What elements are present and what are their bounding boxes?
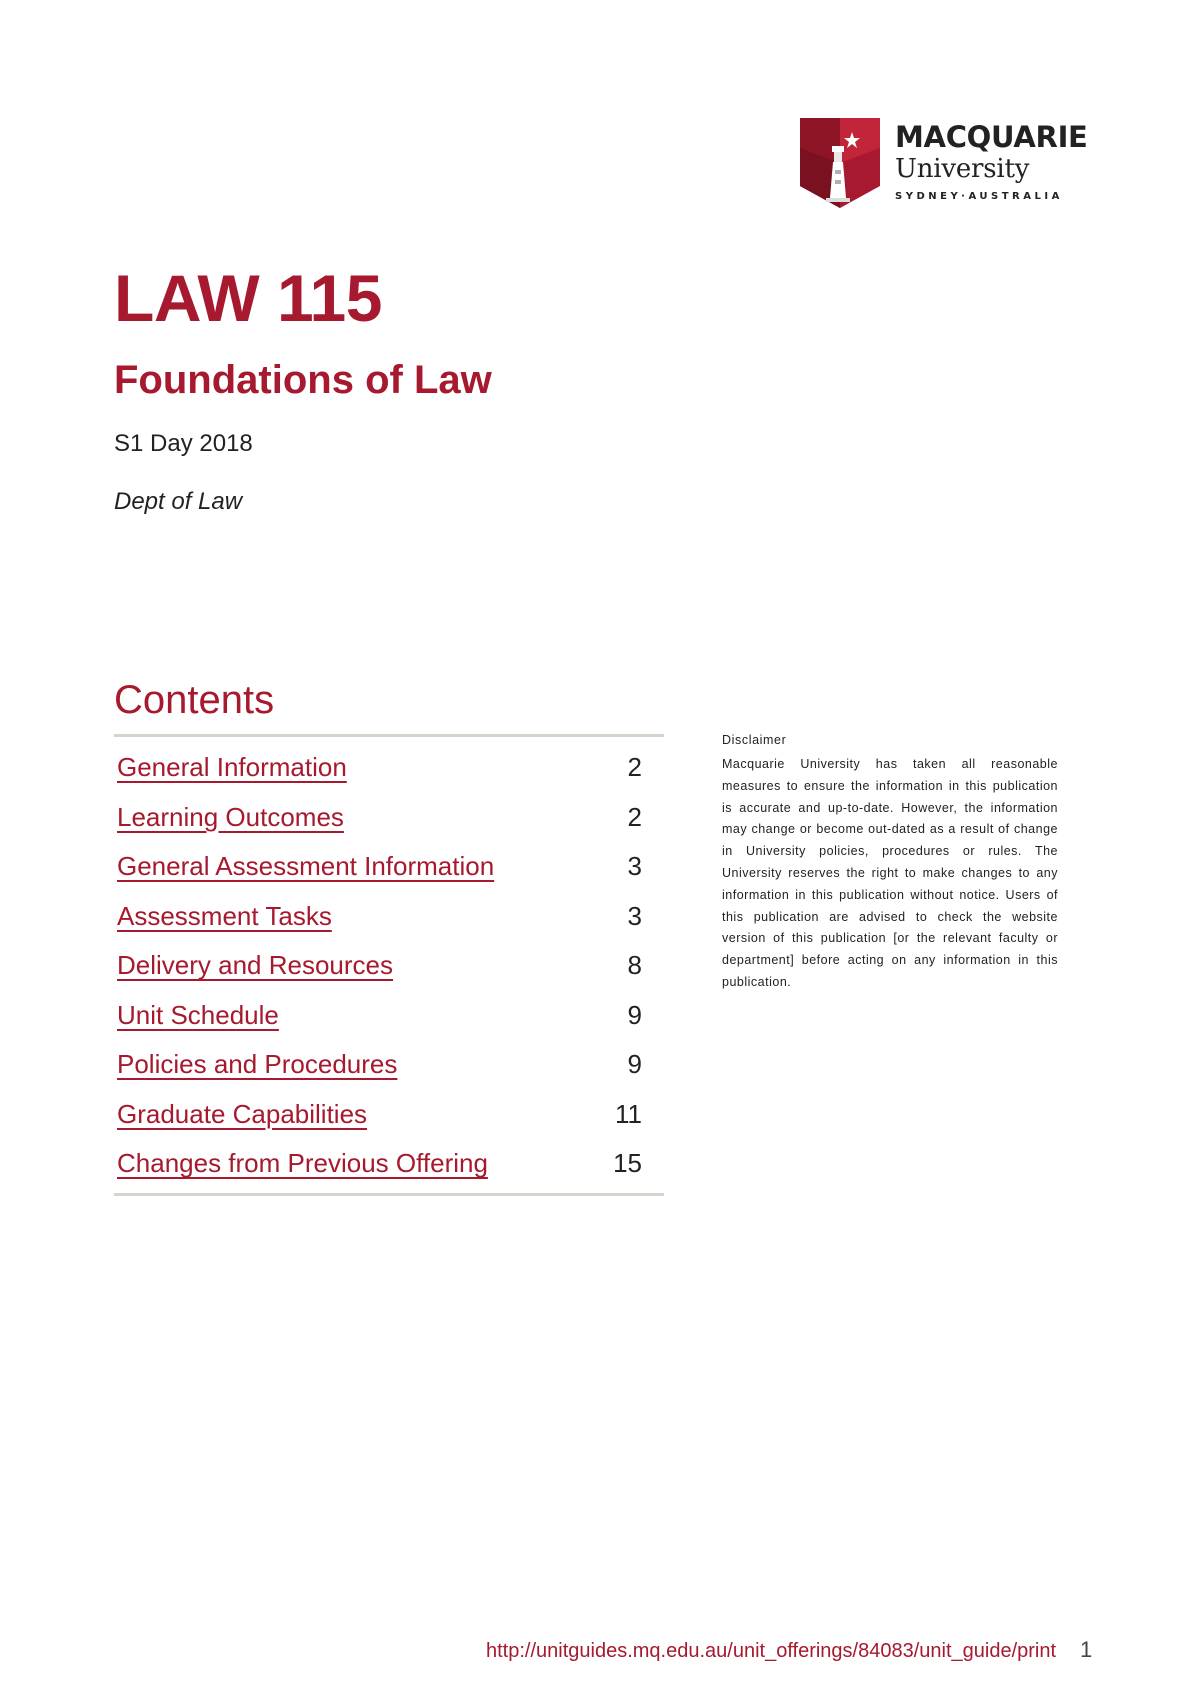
toc-page-number: 3: [627, 900, 642, 931]
toc-row: [114, 941, 664, 991]
contents-heading: Contents: [114, 678, 275, 722]
department: Dept of Law: [114, 488, 243, 515]
lighthouse-shield-icon: [800, 118, 880, 208]
toc-link-changes-from-previous-offering[interactable]: Changes from Previous Offering: [117, 1148, 488, 1179]
toc-link-general-assessment-information[interactable]: General Assessment Information: [117, 851, 495, 882]
toc-link-delivery-and-resources[interactable]: Delivery and Resources: [117, 950, 394, 981]
logo-line-2: University: [895, 154, 1030, 184]
toc-row: [114, 1090, 664, 1140]
unit-name: Foundations of Law: [114, 358, 492, 402]
toc-row: [114, 892, 664, 942]
logo-line-3: SYDNEY·AUSTRALIA: [895, 191, 1063, 202]
toc-row: [114, 1139, 664, 1189]
toc-page-number: 3: [627, 851, 642, 882]
toc-link-policies-and-procedures[interactable]: Policies and Procedures: [117, 1049, 398, 1080]
toc-row: [114, 842, 664, 892]
unit-code: LAW 115: [114, 261, 382, 335]
footer-url-link[interactable]: http://unitguides.mq.edu.au/unit_offerings/84083/unit_guide/print: [486, 1640, 1057, 1662]
toc-link-unit-schedule[interactable]: Unit Schedule: [117, 999, 279, 1030]
toc-page-number: 9: [627, 999, 642, 1030]
toc-page-number: 11: [615, 1098, 642, 1129]
session: S1 Day 2018: [114, 430, 253, 457]
toc-page-number: 9: [627, 1049, 642, 1080]
toc-row: [114, 793, 664, 843]
toc-page-number: 2: [627, 801, 642, 832]
page-number: 1: [1080, 1637, 1093, 1662]
logo-line-1: MACQUARIE: [895, 120, 1088, 154]
toc-row: [114, 1040, 664, 1090]
toc-page-number: 2: [627, 752, 642, 783]
disclaimer: [722, 730, 1058, 994]
toc-page-number: 15: [613, 1148, 642, 1179]
toc-link-graduate-capabilities[interactable]: Graduate Capabilities: [117, 1098, 368, 1129]
toc-link-learning-outcomes[interactable]: Learning Outcomes: [117, 801, 344, 832]
disclaimer-title: Disclaimer: [722, 733, 787, 747]
toc-page-number: 8: [627, 950, 642, 981]
toc-row: [114, 743, 664, 793]
toc-link-assessment-tasks[interactable]: Assessment Tasks: [117, 900, 332, 931]
table-of-contents: [114, 734, 664, 1196]
disclaimer-text: Macquarie University has taken all reasonable measures to ensure the information in this publication is accurate and up-to-date. However, the information may change or become out-dated as a result of change in University policies, procedures or rules. The University reserves the right to make changes to any information in this publication without notice. Users of this publication are advised to check the website version of this publication [or the relevant faculty or department] before acting on any information in this publication.: [722, 757, 1058, 989]
toc-link-general-information[interactable]: General Information: [117, 752, 347, 783]
toc-row: [114, 991, 664, 1041]
university-logo: [800, 114, 1100, 214]
logo-wordmark: [895, 120, 1088, 207]
